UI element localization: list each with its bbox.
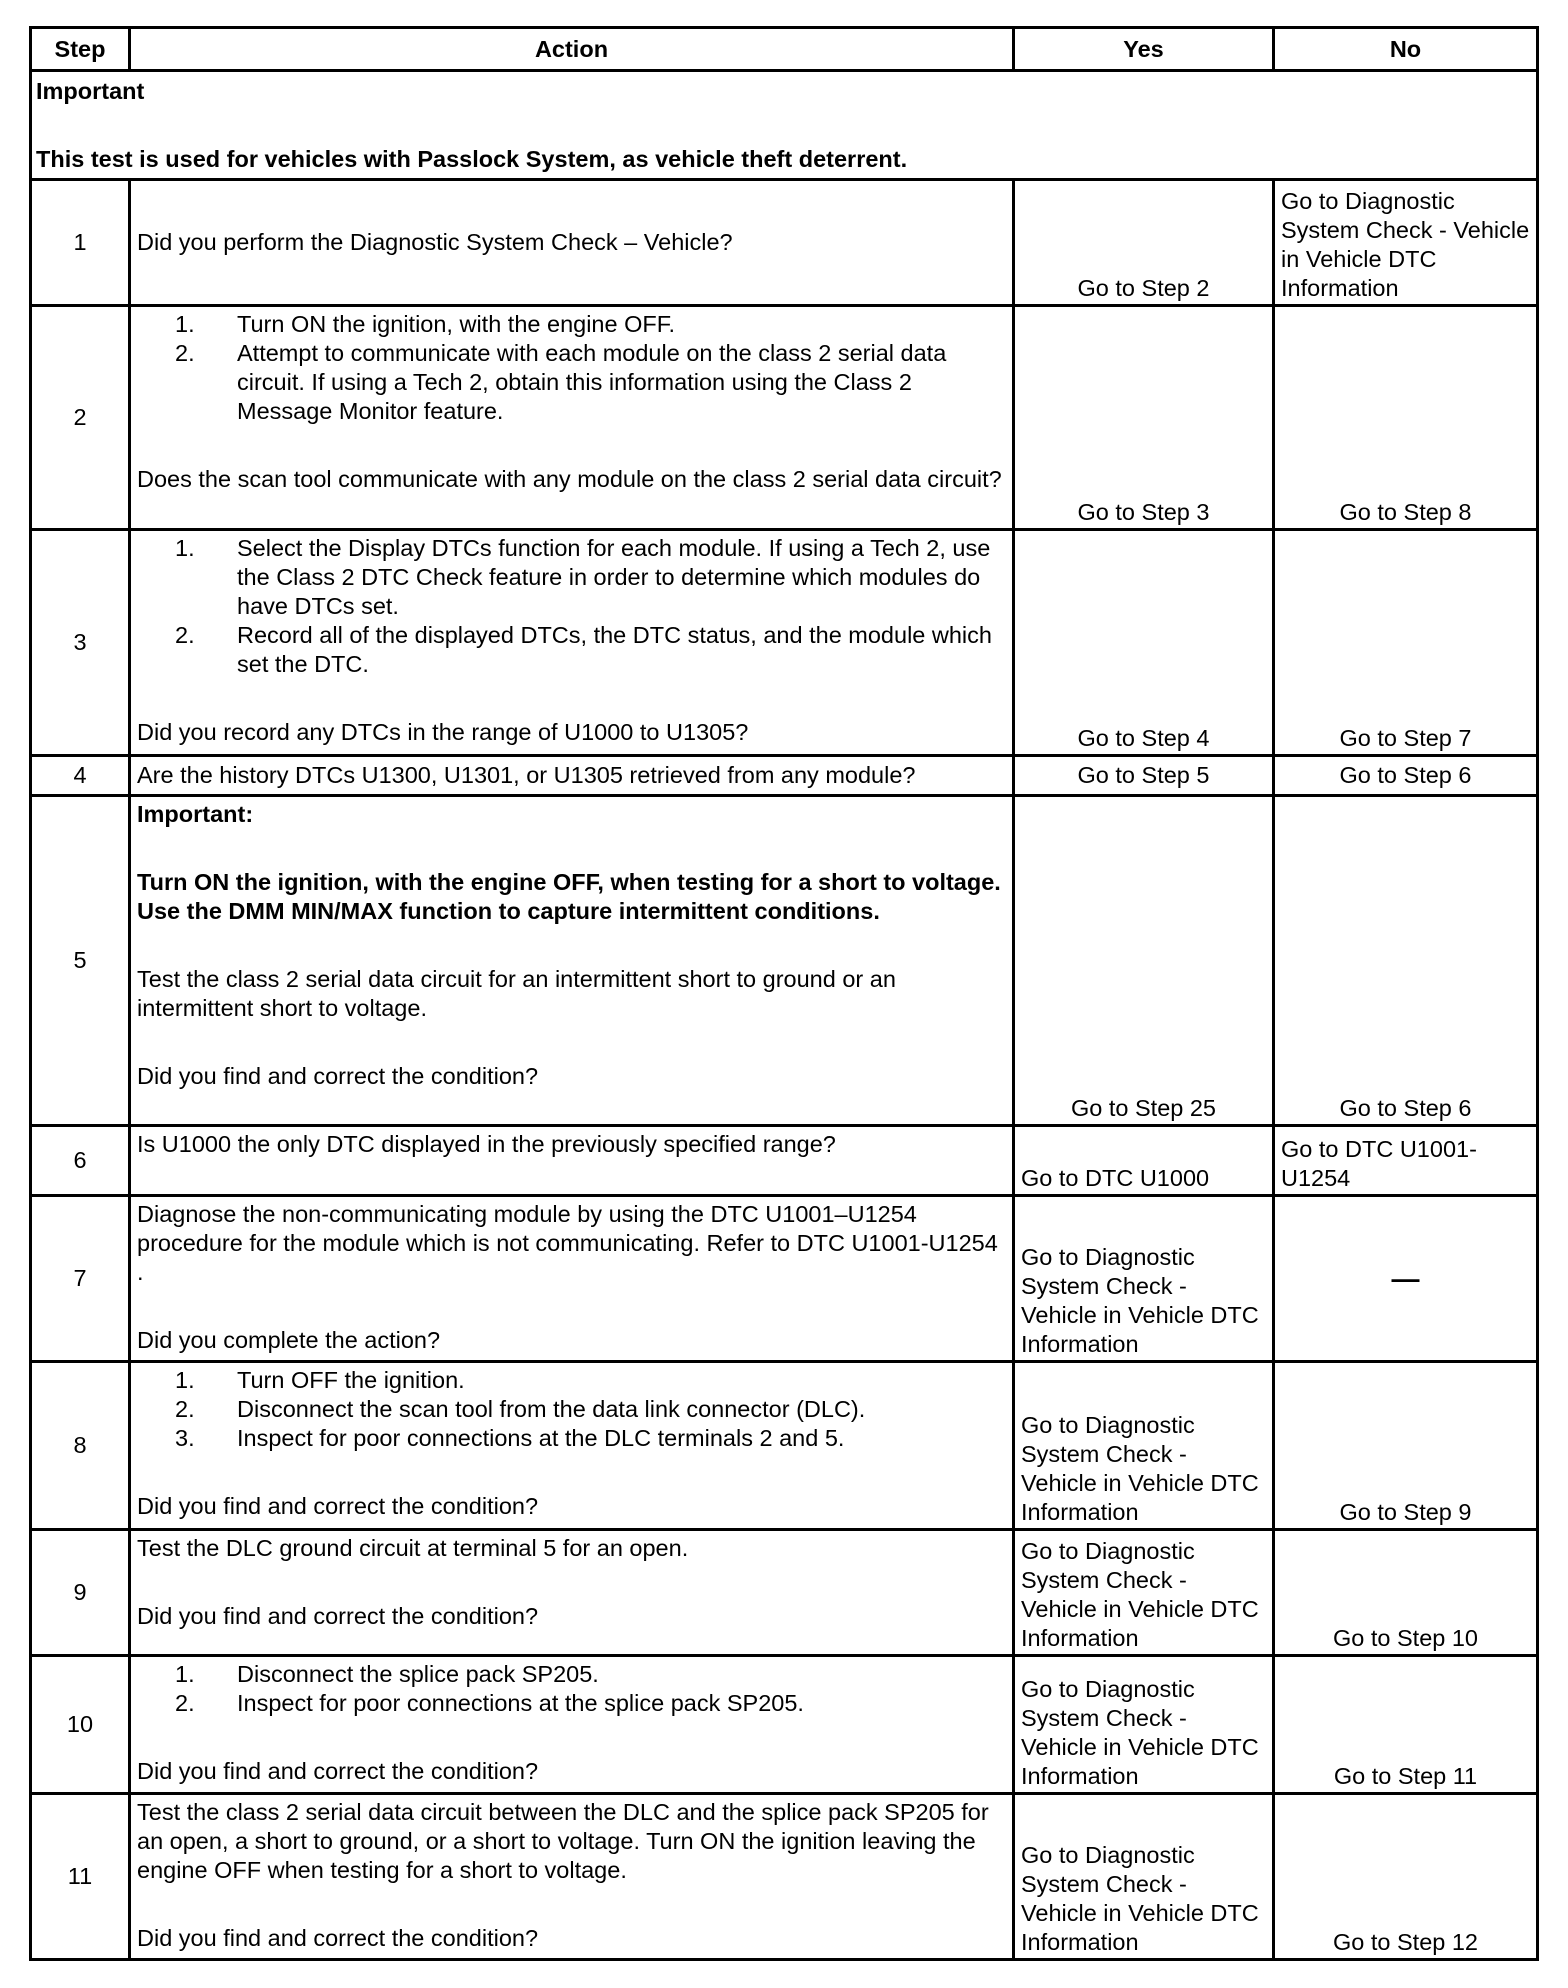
action-question: Is U1000 the only DTC displayed in the previously specified range? — [130, 1126, 1014, 1196]
yes-link[interactable]: Go to Step 2 — [1014, 180, 1274, 306]
yes-link[interactable]: Go to Diagnostic System Check - Vehicle in Vehicle DTC Information — [1014, 1794, 1274, 1960]
action-list — [137, 1660, 1006, 1718]
action-question: Did you find and correct the condition? — [137, 1925, 539, 1951]
action-question: Did you find and correct the condition? — [137, 1758, 539, 1784]
header-no: No — [1274, 28, 1538, 71]
no-link[interactable]: Go to Step 7 — [1274, 530, 1538, 756]
table-row — [31, 306, 1538, 530]
action-list — [137, 534, 1006, 679]
yes-link[interactable]: Go to Diagnostic System Check - Vehicle in Vehicle DTC Information — [1014, 1656, 1274, 1794]
action-question: Did you perform the Diagnostic System Check – Vehicle? — [130, 180, 1014, 306]
action-instruction: Test the class 2 serial data circuit between the DLC and the splice pack SP205 for an open, a short to ground, or a short to voltage. Turn ON the ignition leaving the engine OFF when testing for a short to voltage. — [137, 1799, 989, 1883]
yes-link[interactable]: Go to DTC U1000 — [1014, 1126, 1274, 1196]
yes-link[interactable]: Go to Step 4 — [1014, 530, 1274, 756]
step-number: 5 — [31, 796, 130, 1126]
no-link[interactable]: Go to Step 10 — [1274, 1530, 1538, 1656]
yes-link[interactable]: Go to Step 5 — [1014, 756, 1274, 796]
no-link[interactable]: Go to Step 12 — [1274, 1794, 1538, 1960]
yes-link[interactable]: Go to Step 25 — [1014, 796, 1274, 1126]
no-dash: — — [1274, 1196, 1538, 1362]
intro-row — [31, 71, 1538, 180]
action-instruction: Test the class 2 serial data circuit for an intermittent short to ground or an intermittent short to voltage. — [137, 966, 896, 1021]
important-label: Important: — [137, 801, 254, 827]
list-item: 2. Disconnect the scan tool from the data link connector (DLC). — [175, 1396, 866, 1422]
step-number: 11 — [31, 1794, 130, 1960]
list-item: 3. Inspect for poor connections at the DLC terminals 2 and 5. — [175, 1425, 845, 1451]
action-question: Did you find and correct the condition? — [137, 1603, 539, 1629]
action-cell — [130, 1656, 1014, 1794]
action-question: Did you find and correct the condition? — [137, 1063, 539, 1089]
action-cell — [130, 1196, 1014, 1362]
yes-link[interactable]: Go to Diagnostic System Check - Vehicle in Vehicle DTC Information — [1014, 1196, 1274, 1362]
list-item: 1. Select the Display DTCs function for each module. If using a Tech 2, use the Class 2 DTC Check feature in order to determine which modules do have DTCs set. — [175, 535, 991, 619]
table-row — [31, 1126, 1538, 1196]
no-link[interactable]: Go to DTC U1001-U1254 — [1274, 1126, 1538, 1196]
action-cell — [130, 1530, 1014, 1656]
no-link[interactable]: Go to Step 6 — [1274, 756, 1538, 796]
table-row — [31, 1196, 1538, 1362]
table-row — [31, 1656, 1538, 1794]
list-item: 2. Inspect for poor connections at the splice pack SP205. — [175, 1690, 804, 1716]
table-row — [31, 530, 1538, 756]
step-number: 1 — [31, 180, 130, 306]
action-cell — [130, 796, 1014, 1126]
yes-link[interactable]: Go to Diagnostic System Check - Vehicle in Vehicle DTC Information — [1014, 1362, 1274, 1530]
header-action: Action — [130, 28, 1014, 71]
list-item: 1. Disconnect the splice pack SP205. — [175, 1661, 599, 1687]
no-link[interactable]: Go to Step 8 — [1274, 306, 1538, 530]
header-yes: Yes — [1014, 28, 1274, 71]
yes-link[interactable]: Go to Step 3 — [1014, 306, 1274, 530]
list-item: 2. Record all of the displayed DTCs, the DTC status, and the module which set the DTC. — [175, 622, 992, 677]
action-question: Does the scan tool communicate with any module on the class 2 serial data circuit? — [137, 466, 1002, 492]
intro-text: This test is used for vehicles with Passlock System, as vehicle theft deterrent. — [36, 145, 908, 172]
table-row — [31, 756, 1538, 796]
action-list — [137, 310, 1006, 426]
step-number: 7 — [31, 1196, 130, 1362]
action-cell — [130, 1794, 1014, 1960]
step-number: 6 — [31, 1126, 130, 1196]
table-row — [31, 796, 1538, 1126]
step-number: 10 — [31, 1656, 130, 1794]
no-link[interactable]: Go to Step 6 — [1274, 796, 1538, 1126]
step-number: 4 — [31, 756, 130, 796]
table-row — [31, 1362, 1538, 1530]
step-number: 8 — [31, 1362, 130, 1530]
table-header-row — [31, 28, 1538, 71]
list-item: 1. Turn OFF the ignition. — [175, 1367, 465, 1393]
list-item: 2. Attempt to communicate with each module on the class 2 serial data circuit. If using a Tech 2, obtain this information using the Class 2 Message Monitor feature. — [175, 340, 947, 424]
action-list — [137, 1366, 1006, 1453]
action-instruction: Test the DLC ground circuit at terminal 5 for an open. — [137, 1535, 689, 1561]
list-item: 1. Turn ON the ignition, with the engine OFF. — [175, 311, 676, 337]
action-instruction: Diagnose the non-communicating module by using the DTC U1001–U1254 procedure for the module which is not communicating. Refer to DTC U1001-U1254 . — [137, 1201, 998, 1285]
diagnostic-table — [29, 26, 1539, 1961]
table-row — [31, 180, 1538, 306]
no-link[interactable]: Go to Step 11 — [1274, 1656, 1538, 1794]
intro-label: Important — [36, 77, 145, 104]
important-text: Turn ON the ignition, with the engine OFF, when testing for a short to voltage. Use the DMM MIN/MAX function to capture intermittent conditions. — [137, 869, 1001, 924]
yes-link[interactable]: Go to Diagnostic System Check - Vehicle in Vehicle DTC Information — [1014, 1530, 1274, 1656]
action-question: Are the history DTCs U1300, U1301, or U1305 retrieved from any module? — [130, 756, 1014, 796]
step-number: 9 — [31, 1530, 130, 1656]
no-link[interactable]: Go to Diagnostic System Check - Vehicle in Vehicle DTC Information — [1274, 180, 1538, 306]
table-row — [31, 1530, 1538, 1656]
action-cell — [130, 306, 1014, 530]
action-question: Did you find and correct the condition? — [137, 1493, 539, 1519]
step-number: 2 — [31, 306, 130, 530]
action-question: Did you complete the action? — [137, 1327, 441, 1353]
header-step: Step — [31, 28, 130, 71]
step-number: 3 — [31, 530, 130, 756]
no-link[interactable]: Go to Step 9 — [1274, 1362, 1538, 1530]
table-row — [31, 1794, 1538, 1960]
action-cell — [130, 530, 1014, 756]
action-cell — [130, 1362, 1014, 1530]
diagnostic-document — [29, 26, 1539, 1961]
action-question: Did you record any DTCs in the range of U1000 to U1305? — [137, 719, 749, 745]
